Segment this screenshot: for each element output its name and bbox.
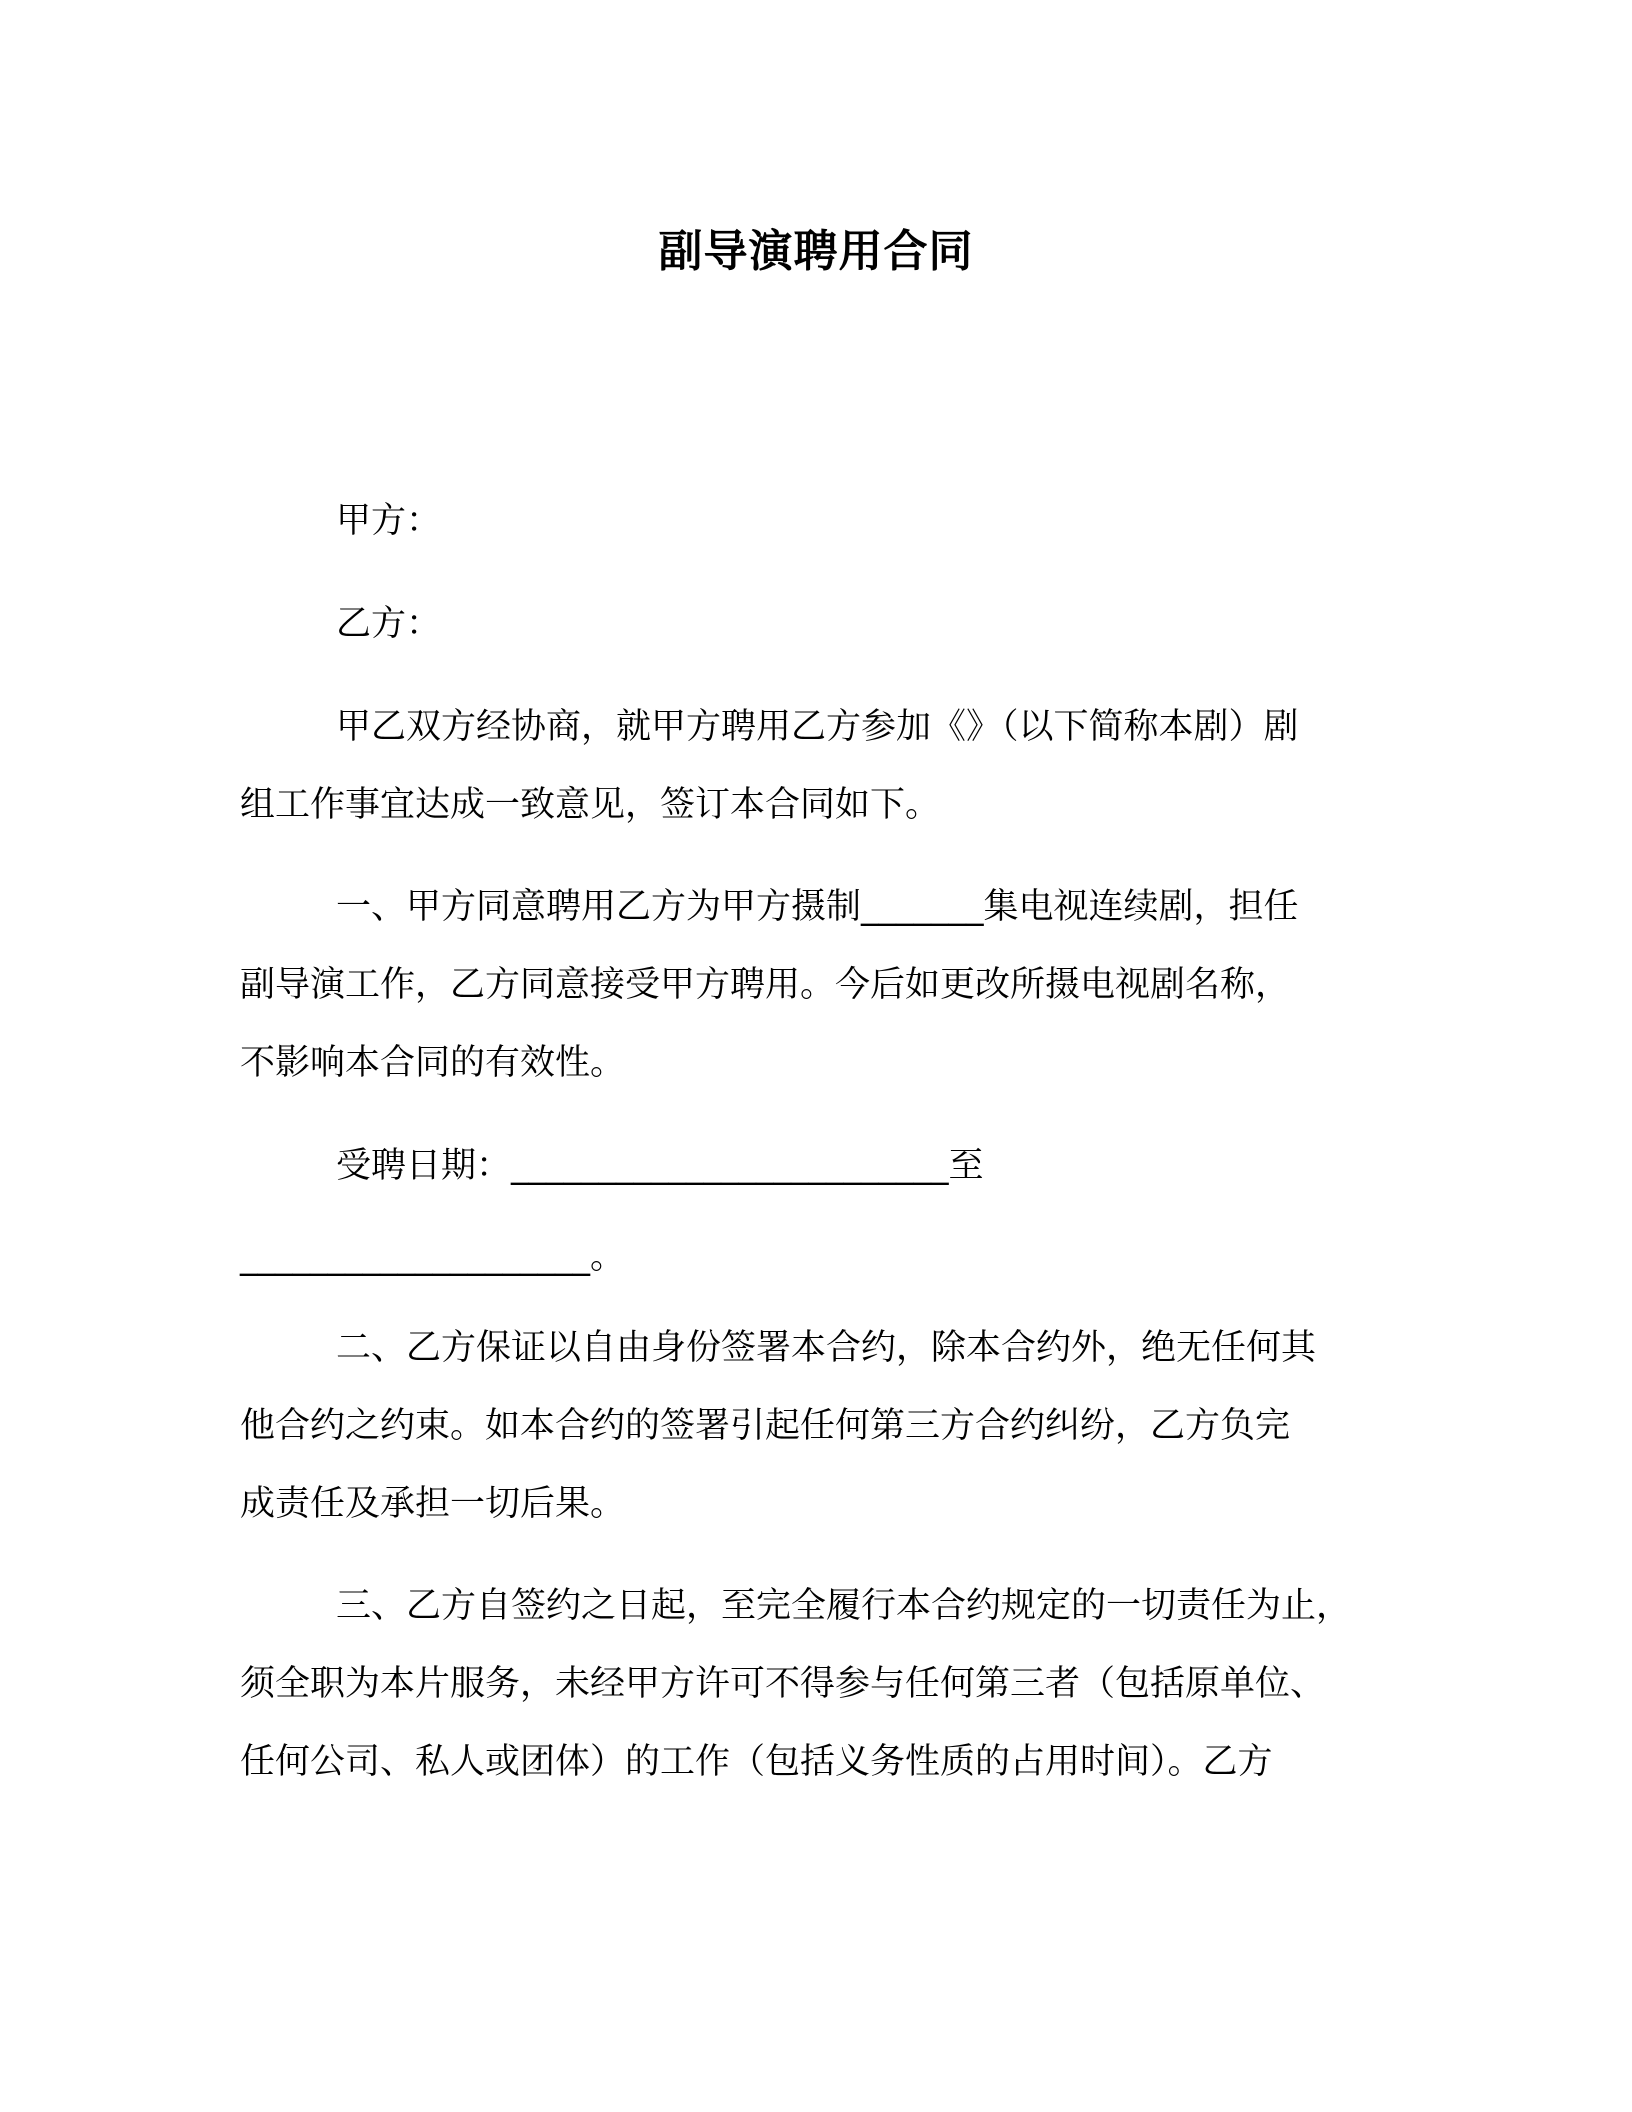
intro-paragraph (240, 688, 1410, 844)
clause-2-line-1: 二、乙方保证以自由身份签署本合约，除本合约外，绝无任何其 (336, 1328, 1317, 1368)
clause-1-paragraph (240, 868, 1410, 1102)
party-b-line (240, 585, 1410, 663)
intro-line-1: 甲乙双方经协商，就甲方聘用乙方参加《》（以下简称本剧）剧 (336, 707, 1299, 747)
clause-3-line-3: 任何公司、私人或团体）的工作（包括义务性质的占用时间）。乙方 (240, 1742, 1273, 1782)
clause-1-line-2: 副导演工作，乙方同意接受甲方聘用。今后如更改所摄电视剧名称， (240, 965, 1291, 1005)
clause-3-line-2: 须全职为本片服务，未经甲方许可不得参与任何第三者（包括原单位、 (240, 1664, 1326, 1704)
intro-line-2: 组工作事宜达成一致意见，签订本合同如下。 (240, 785, 941, 825)
employment-period-line-2: ____________________。 (240, 1237, 626, 1277)
clause-1-line-3: 不影响本合同的有效性。 (240, 1043, 626, 1083)
party-a-label: 甲方： (336, 501, 442, 541)
employment-period-line-1: 受聘日期：_________________________至 (336, 1146, 984, 1186)
party-b-label: 乙方： (336, 604, 442, 644)
clause-2-paragraph (240, 1309, 1410, 1543)
employment-period-paragraph (240, 1127, 1410, 1296)
clause-2-line-2: 他合约之约束。如本合约的签署引起任何第三方合约纠纷，乙方负完 (240, 1406, 1291, 1446)
clause-1-line-1: 一、甲方同意聘用乙方为甲方摄制_______集电视连续剧，担任 (336, 887, 1299, 927)
clause-2-line-3: 成责任及承担一切后果。 (240, 1484, 626, 1524)
clause-3-line-1: 三、乙方自签约之日起，至完全履行本合约规定的一切责任为止， (336, 1586, 1352, 1626)
party-a-line (240, 482, 1410, 560)
document-title: 副导演聘用合同 (658, 226, 974, 277)
clause-3-paragraph (240, 1567, 1410, 1801)
